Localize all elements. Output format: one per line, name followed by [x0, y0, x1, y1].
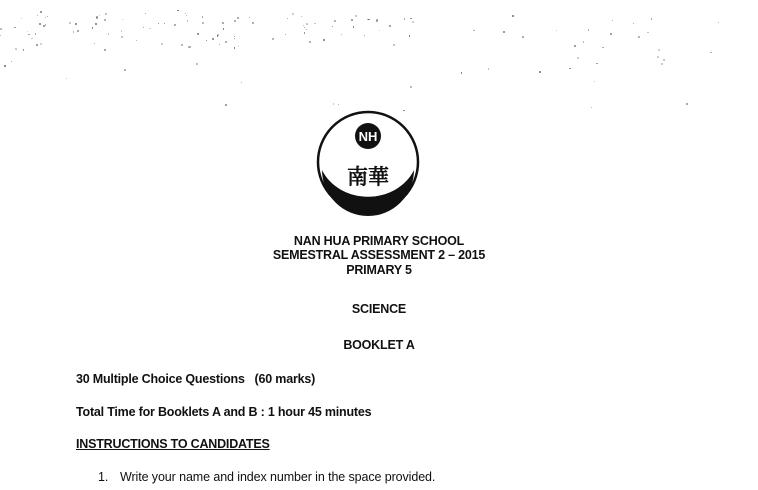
scan-speck	[341, 34, 342, 35]
scan-speck	[314, 23, 316, 25]
scan-speck	[104, 49, 106, 51]
scan-speck	[158, 23, 159, 24]
scan-speck	[539, 71, 541, 73]
scan-speck	[596, 63, 598, 65]
scan-speck	[94, 43, 96, 45]
scan-speck	[638, 36, 640, 38]
scan-speck	[473, 30, 474, 31]
scan-speck	[368, 19, 370, 21]
scan-speck	[334, 20, 336, 22]
scan-speck	[122, 19, 124, 21]
assessment-title: SEMESTRAL ASSESSMENT 2 – 2015	[272, 248, 486, 262]
scan-speck	[15, 48, 17, 50]
level-label: PRIMARY 5	[346, 263, 412, 277]
scan-speck	[663, 59, 665, 61]
scan-speck	[303, 25, 305, 27]
scan-speck	[304, 27, 305, 28]
scan-speck	[45, 24, 46, 25]
school-crest-logo	[314, 108, 422, 216]
scan-speck	[309, 41, 311, 43]
scan-speck	[121, 30, 122, 31]
scan-speck	[92, 27, 94, 29]
scan-speck	[40, 43, 42, 45]
scan-speck	[0, 35, 1, 36]
scan-speck	[219, 44, 220, 45]
instruction-item	[98, 470, 435, 485]
scan-speck	[237, 17, 239, 19]
scan-speck	[512, 15, 514, 17]
scan-speck	[306, 29, 307, 30]
school-name: NAN HUA PRIMARY SCHOOL	[293, 234, 465, 248]
scan-speck	[556, 30, 557, 31]
scan-speck	[143, 27, 144, 28]
scan-speck	[287, 18, 289, 20]
scan-speck	[323, 39, 325, 41]
scan-speck	[105, 13, 107, 15]
scan-speck	[355, 15, 357, 17]
booklet-label: BOOKLET A	[343, 338, 415, 352]
scan-speck	[108, 33, 110, 35]
scan-speck	[136, 40, 137, 41]
scan-speck	[23, 49, 25, 51]
scan-speck	[292, 13, 294, 15]
scan-speck	[197, 33, 199, 35]
scan-speck	[503, 31, 505, 33]
scan-speck	[47, 16, 48, 17]
scan-speck	[73, 31, 75, 33]
scan-speck	[145, 13, 146, 14]
scan-speck	[591, 107, 592, 108]
scan-speck	[461, 72, 462, 73]
scan-speck	[35, 33, 37, 35]
scan-speck	[186, 15, 187, 16]
scan-speck	[66, 78, 67, 79]
scan-speck	[602, 47, 604, 49]
scan-speck	[410, 86, 412, 88]
scan-speck	[353, 26, 355, 28]
scan-speck	[181, 44, 183, 46]
scan-speck	[77, 30, 79, 32]
scan-speck	[45, 17, 46, 18]
scan-speck	[161, 43, 163, 45]
scan-speck	[686, 103, 688, 105]
svg-text:南華: 南華	[347, 165, 389, 189]
scan-speck	[272, 38, 274, 40]
scan-speck	[610, 33, 612, 35]
scan-speck	[206, 40, 207, 41]
scan-speck	[225, 104, 227, 106]
scan-speck	[31, 38, 32, 39]
scan-speck	[404, 18, 406, 20]
scan-speck	[104, 19, 106, 21]
scan-speck	[577, 57, 579, 59]
scan-speck	[332, 26, 333, 27]
scan-speck	[69, 22, 71, 24]
scan-speck	[252, 22, 254, 24]
scan-speck	[333, 103, 335, 105]
scan-speck	[718, 22, 720, 24]
scan-speck	[612, 20, 613, 21]
scan-speck	[36, 44, 38, 46]
scan-speck	[225, 41, 227, 43]
scan-speck	[588, 29, 590, 31]
scan-speck	[393, 44, 395, 46]
scan-speck	[658, 49, 660, 51]
scan-speck	[249, 17, 250, 18]
scan-speck	[569, 68, 571, 70]
scan-speck	[633, 23, 634, 24]
scan-speck	[285, 34, 286, 35]
scan-speck	[11, 61, 12, 62]
scan-speck	[710, 52, 711, 53]
scan-speck	[522, 36, 524, 38]
scan-speck	[177, 10, 178, 11]
scan-speck	[410, 18, 411, 19]
scan-speck	[39, 23, 41, 25]
scan-speck	[223, 28, 225, 30]
scan-speck	[95, 23, 97, 25]
scan-speck	[379, 30, 380, 31]
scan-speck	[14, 27, 16, 29]
scan-speck	[376, 19, 378, 21]
scan-speck	[27, 31, 28, 32]
instruction-text: Write your name and index number in the space provided.	[120, 470, 436, 484]
scan-speck	[202, 22, 204, 24]
scan-speck	[409, 35, 411, 37]
scan-speck	[661, 63, 663, 65]
scan-speck	[222, 22, 224, 24]
scan-speck	[174, 24, 176, 26]
scan-speck	[196, 63, 198, 65]
scan-speck	[99, 15, 100, 16]
scan-speck	[338, 104, 340, 106]
scan-speck	[364, 35, 365, 36]
scan-speck	[412, 21, 414, 23]
instructions-heading: INSTRUCTIONS TO CANDIDATES	[76, 437, 270, 451]
scan-speck	[164, 23, 165, 24]
scan-speck	[188, 46, 190, 48]
scan-speck	[0, 28, 2, 30]
scan-speck	[647, 32, 649, 34]
total-time: Total Time for Booklets A and B : 1 hour 45 minutes	[76, 405, 372, 419]
scan-speck	[28, 34, 29, 35]
scan-speck	[21, 18, 22, 19]
scan-speck	[75, 23, 77, 25]
scan-speck	[187, 20, 189, 22]
scan-speck	[212, 38, 214, 40]
scan-speck	[238, 46, 239, 47]
scan-speck	[217, 35, 219, 37]
scan-speck	[306, 23, 308, 25]
scan-speck	[234, 38, 235, 39]
scan-speck	[149, 28, 151, 30]
scan-speck	[121, 36, 123, 38]
scan-speck	[594, 81, 595, 82]
scan-speck	[301, 16, 302, 17]
scan-speck	[574, 45, 576, 47]
scan-speck	[304, 32, 306, 34]
scan-speck	[241, 82, 243, 84]
scan-speck	[234, 20, 236, 22]
scan-speck	[234, 47, 236, 49]
svg-text:NH: NH	[358, 129, 378, 144]
instruction-number: 1.	[98, 470, 109, 484]
scan-speck	[96, 16, 98, 18]
subject-label: SCIENCE	[351, 302, 407, 316]
scan-speck	[37, 15, 38, 16]
scan-speck	[651, 18, 653, 20]
scan-speck	[488, 68, 490, 70]
scan-speck	[40, 11, 42, 13]
scan-speck	[351, 19, 353, 21]
scan-speck	[389, 25, 391, 27]
scan-speck	[583, 41, 584, 42]
question-count: 30 Multiple Choice Questions (60 marks)	[76, 372, 316, 386]
scan-speck	[202, 16, 204, 18]
scan-speck	[657, 56, 659, 58]
scan-speck	[4, 65, 6, 67]
scan-speck	[124, 69, 126, 71]
